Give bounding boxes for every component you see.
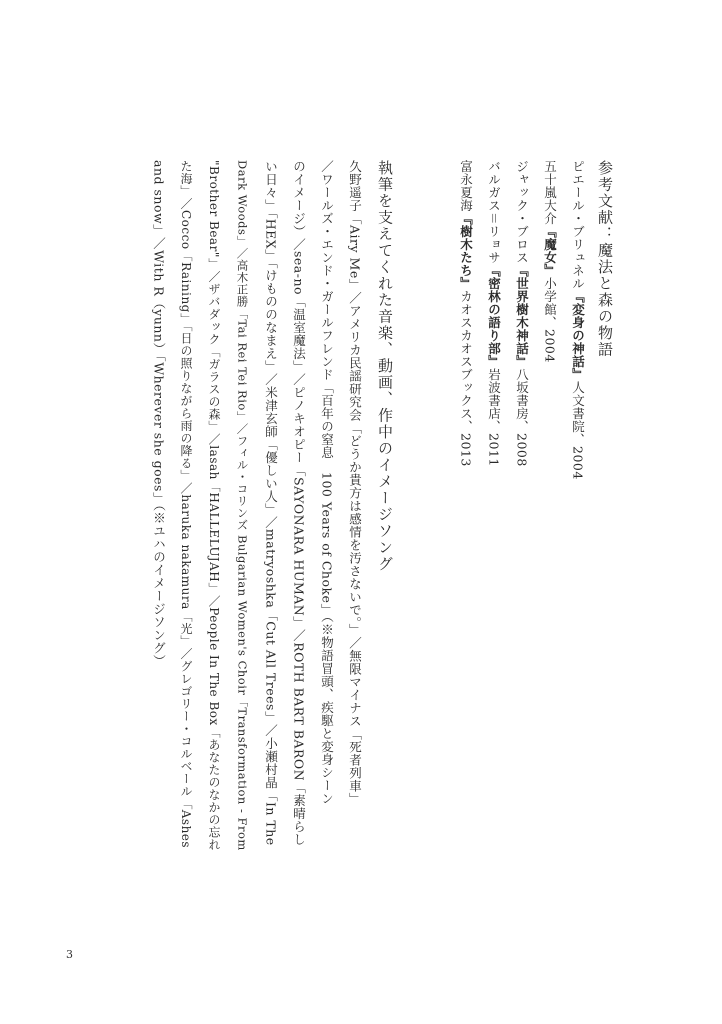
reference-publisher: 八坂書房、2008 — [514, 368, 530, 467]
music-line: 久野遥子「Airy Me」／アメリカ民謡研究会「どうか貴方は感情を汚さないで。」／無限マイナス「死者列車」 — [347, 160, 363, 806]
reference-entry — [571, 160, 584, 480]
music-line: た海」／Cocco「Raining」「日の照りながら雨の降る」／haruka nakamura「光」／グレゴリー・コルベール「Ashes — [179, 160, 193, 849]
reference-entry — [543, 160, 556, 363]
music-line: "Brother Bear"」／ザバダック「ガラスの森」／lasah「HALLELUJAH」／People In The Box「あなたのなかの忘れ — [207, 160, 221, 851]
reference-work: 『世界樹木神話』 — [514, 264, 530, 368]
music-line: ／ワールズ・エンド・ガールフレンド「百年の窒息 100 Years of Choke」（※物語冒頭、疾駆と変身シーン — [319, 160, 335, 806]
reference-work: 『魔女』 — [542, 225, 558, 277]
music-line: のイメージ）／sea-no「温室魔法」／ピノキオピー「SAYONARA HUMAN」／ROTH BART BARON「素晴らし — [291, 160, 307, 847]
music-heading: 執筆を支えてくれた音楽、動画、作中のイメージソング — [376, 160, 394, 573]
reference-author: ジャック・ブロス — [514, 160, 530, 264]
reference-work: 『変身の神話』 — [570, 290, 586, 381]
reference-author: バルガス＝リョサ — [486, 160, 502, 265]
reference-author: ピエール・ブリュネル — [570, 160, 586, 290]
reference-entry — [515, 160, 528, 467]
page-number: 3 — [66, 948, 73, 961]
reference-publisher: カオスカオスブックス、2013 — [458, 290, 474, 467]
reference-author: 五十嵐大介 — [542, 160, 558, 225]
reference-entry — [487, 160, 500, 467]
reference-publisher: 岩波書店、2011 — [486, 368, 502, 467]
music-line: い日々」「HEX」「けもののなまえ」／米津玄師「優しい人」／matryoshka「Cut All Trees」／小瀬村晶「In The — [263, 160, 279, 846]
reference-work: 『密林の語り部』 — [486, 264, 502, 369]
reference-entry — [459, 160, 472, 467]
reference-author: 富永夏海 — [458, 160, 474, 212]
references-heading: 参考文献：魔法と森の物語 — [596, 160, 614, 358]
music-line: and snow」／With R（yunn）「Wherever she goes」（※ユハのイメージソング） — [151, 160, 167, 668]
reference-publisher: 人文書院、2004 — [570, 381, 586, 480]
reference-publisher: 小学館、2004 — [542, 277, 558, 363]
reference-work: 『樹木たち』 — [458, 212, 474, 290]
music-line: Dark Woods」／高木正勝「Tai Rei Tei Rio」／フィル・コリンズ Bulgarian Women's Choir「Transformation - From — [235, 160, 250, 851]
